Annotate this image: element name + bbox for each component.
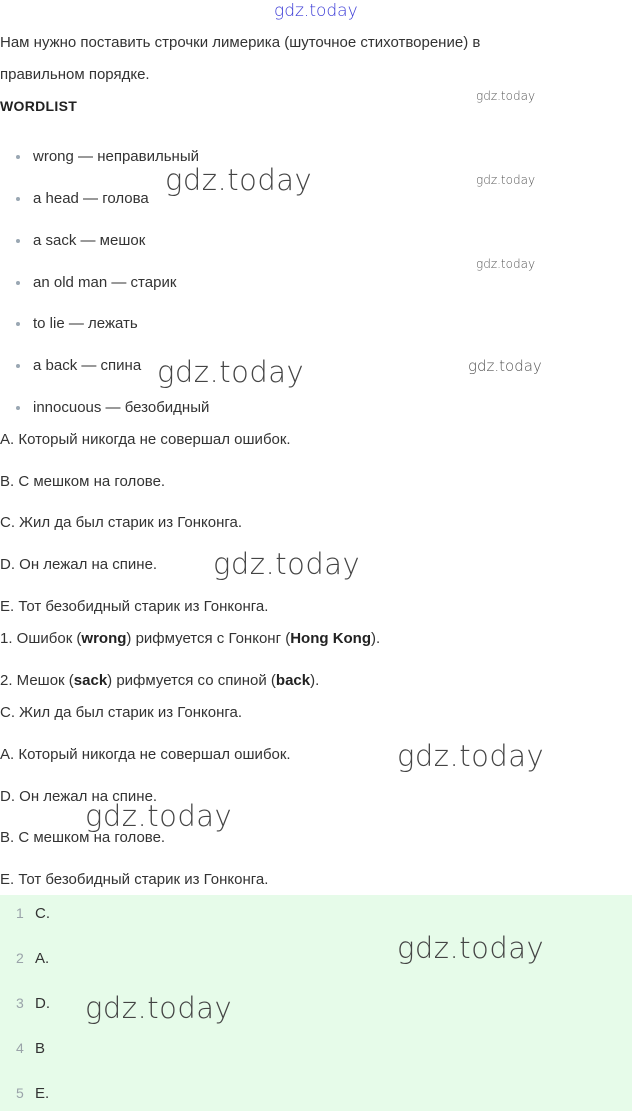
limerick-line-c: C. Жил да был старик из Гонконга. bbox=[0, 514, 243, 531]
watermark: gdz.today bbox=[85, 799, 233, 833]
bullet-icon bbox=[16, 322, 20, 326]
limerick-line-d: D. Он лежал на спине. bbox=[0, 556, 158, 573]
wordlist-item: a sack — мешок bbox=[16, 232, 145, 249]
answer-block: 1 C. 2 A. 3 D. 4 B 5 E. bbox=[0, 895, 632, 1111]
limerick-line-a: A. Который никогда не совершал ошибок. bbox=[0, 431, 291, 448]
ordered-line: A. Который никогда не совершал ошибок. bbox=[0, 746, 291, 763]
wordlist-item: innocuous — безобидный bbox=[16, 399, 209, 416]
watermark: gdz.today bbox=[85, 991, 233, 1025]
wordlist-item: a head — голова bbox=[16, 190, 149, 207]
watermark: gdz.today bbox=[397, 739, 545, 773]
watermark: gdz.today bbox=[397, 931, 545, 965]
wordlist-heading: WORDLIST bbox=[0, 98, 78, 114]
bullet-icon bbox=[16, 406, 20, 410]
watermark: gdz.today bbox=[165, 163, 313, 197]
bullet-icon bbox=[16, 239, 20, 243]
wordlist-item: a back — спина bbox=[16, 357, 141, 374]
watermark: gdz.today bbox=[157, 355, 305, 389]
limerick-line-e: E. Тот безобидный старик из Гонконга. bbox=[0, 598, 269, 615]
rhyme-note-1: 1. Ошибок (wrong) рифмуется с Гонконг (Hong Kong). bbox=[0, 630, 381, 647]
watermark: gdz.today bbox=[476, 89, 536, 103]
watermark-top: gdz.today bbox=[274, 1, 358, 21]
watermark: gdz.today bbox=[213, 547, 361, 581]
intro-line-2: правильном порядке. bbox=[0, 66, 150, 83]
bullet-icon bbox=[16, 155, 20, 159]
ordered-line: B. С мешком на голове. bbox=[0, 829, 166, 846]
wordlist-item: to lie — лежать bbox=[16, 315, 138, 332]
limerick-line-b: B. С мешком на голове. bbox=[0, 473, 166, 490]
bullet-icon bbox=[16, 281, 20, 285]
wordlist-item: wrong — неправильный bbox=[16, 148, 199, 165]
ordered-line: D. Он лежал на спине. bbox=[0, 788, 158, 805]
rhyme-note-2: 2. Мешок (sack) рифмуется со спиной (back). bbox=[0, 672, 320, 689]
wordlist-item: an old man — старик bbox=[16, 274, 176, 291]
ordered-line: E. Тот безобидный старик из Гонконга. bbox=[0, 871, 269, 888]
watermark: gdz.today bbox=[476, 257, 536, 271]
ordered-line: C. Жил да был старик из Гонконга. bbox=[0, 704, 243, 721]
bullet-icon bbox=[16, 364, 20, 368]
intro-line-1: Нам нужно поставить строчки лимерика (шуточное стихотворение) в bbox=[0, 34, 481, 51]
watermark: gdz.today bbox=[476, 173, 536, 187]
watermark: gdz.today bbox=[468, 357, 542, 375]
bullet-icon bbox=[16, 197, 20, 201]
